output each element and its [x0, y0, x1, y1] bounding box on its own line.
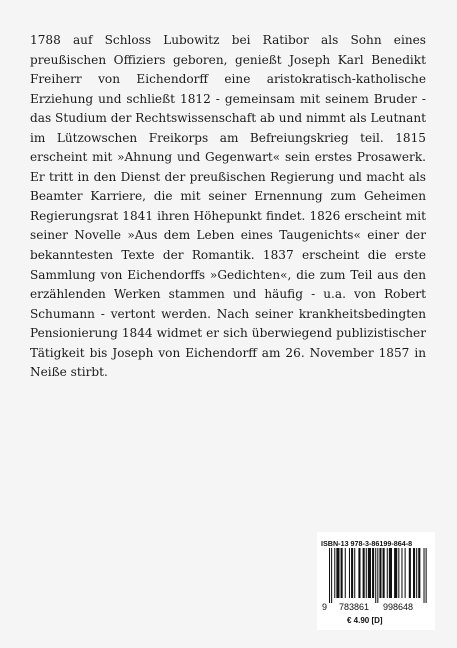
barcode-bar — [424, 548, 425, 603]
isbn-text: ISBN-13 978-3-86199-864-8 — [321, 539, 413, 548]
barcode-bars — [329, 548, 427, 603]
barcode-bar — [358, 548, 360, 598]
barcode-bar — [372, 548, 374, 598]
barcode-bar — [416, 548, 417, 598]
barcode-digit-first: 9 — [322, 602, 328, 612]
barcode-bar — [349, 548, 350, 598]
barcode-bar — [426, 548, 427, 603]
barcode-bar — [329, 548, 330, 603]
barcode-bar — [351, 548, 353, 598]
barcode-bar — [363, 548, 365, 598]
barcode-bar — [354, 548, 355, 598]
barcode-bar — [375, 548, 376, 603]
barcode-bar — [394, 548, 397, 598]
barcode-bar — [366, 548, 367, 598]
barcode-bar — [409, 548, 411, 598]
barcode-bar — [398, 548, 399, 598]
price-text: € 4.90 [D] — [347, 616, 383, 625]
barcode-digits-right: 998648 — [382, 602, 414, 612]
barcode-bar — [336, 548, 339, 598]
barcode-bar — [389, 548, 392, 598]
barcode-bar — [383, 548, 385, 598]
ean-barcode — [320, 548, 432, 612]
barcode-bar — [413, 548, 415, 598]
barcode-bar — [334, 548, 335, 598]
barcode-bar — [368, 548, 371, 598]
barcode-bar — [377, 548, 378, 603]
barcode-bar — [418, 548, 420, 598]
barcode-bar — [341, 548, 343, 598]
barcode-bar — [379, 548, 381, 598]
barcode-label — [317, 532, 435, 630]
barcode-bar — [387, 548, 388, 598]
barcode-bar — [401, 548, 402, 598]
barcode-bar — [405, 548, 406, 598]
barcode-bar — [331, 548, 332, 603]
barcode-bar — [345, 548, 346, 598]
author-biography: 1788 auf Schloss Lubowitz bei Ratibor als Sohn eines preußischen Offiziers geboren, genießt Joseph Karl Benedikt Freiherr von Eichendorff eine aristokratisch-katholische Erziehung und schließt 1812 - gemeinsam mit seinem Bruder - das Studium der Rechtswissenschaft ab und nimmt als Leutnant im Lützowschen Freikorps am Befreiungskrieg teil. 1815 erscheint mit »Ahnung und Gegenwart« sein erstes Prosawerk. Er tritt in den Dienst der preußischen Regierung und macht als Beamter Karriere, die mit seiner Ernennung zum Geheimen Regierungsrat 1841 ihren Höhepunkt findet. 1826 erscheint mit seiner Novelle »Aus dem Leben eines Taugenichts« einer der bekanntesten Texte der Romantik. 1837 erscheint die erste Sammlung von Eichendorffs »Gedichten«, die zum Teil aus den erzählenden Werken stammen und häufig - u.a. von Robert Schumann - vertont werden. Nach seiner krankheitsbedingten Pensionierung 1844 widmet er sich überwiegend publizistischer Tätigkeit bis Joseph von Eichendorff am 26. November 1857 in Neiße stirbt. — [30, 33, 426, 380]
barcode-digits-left: 783861 — [338, 602, 370, 612]
